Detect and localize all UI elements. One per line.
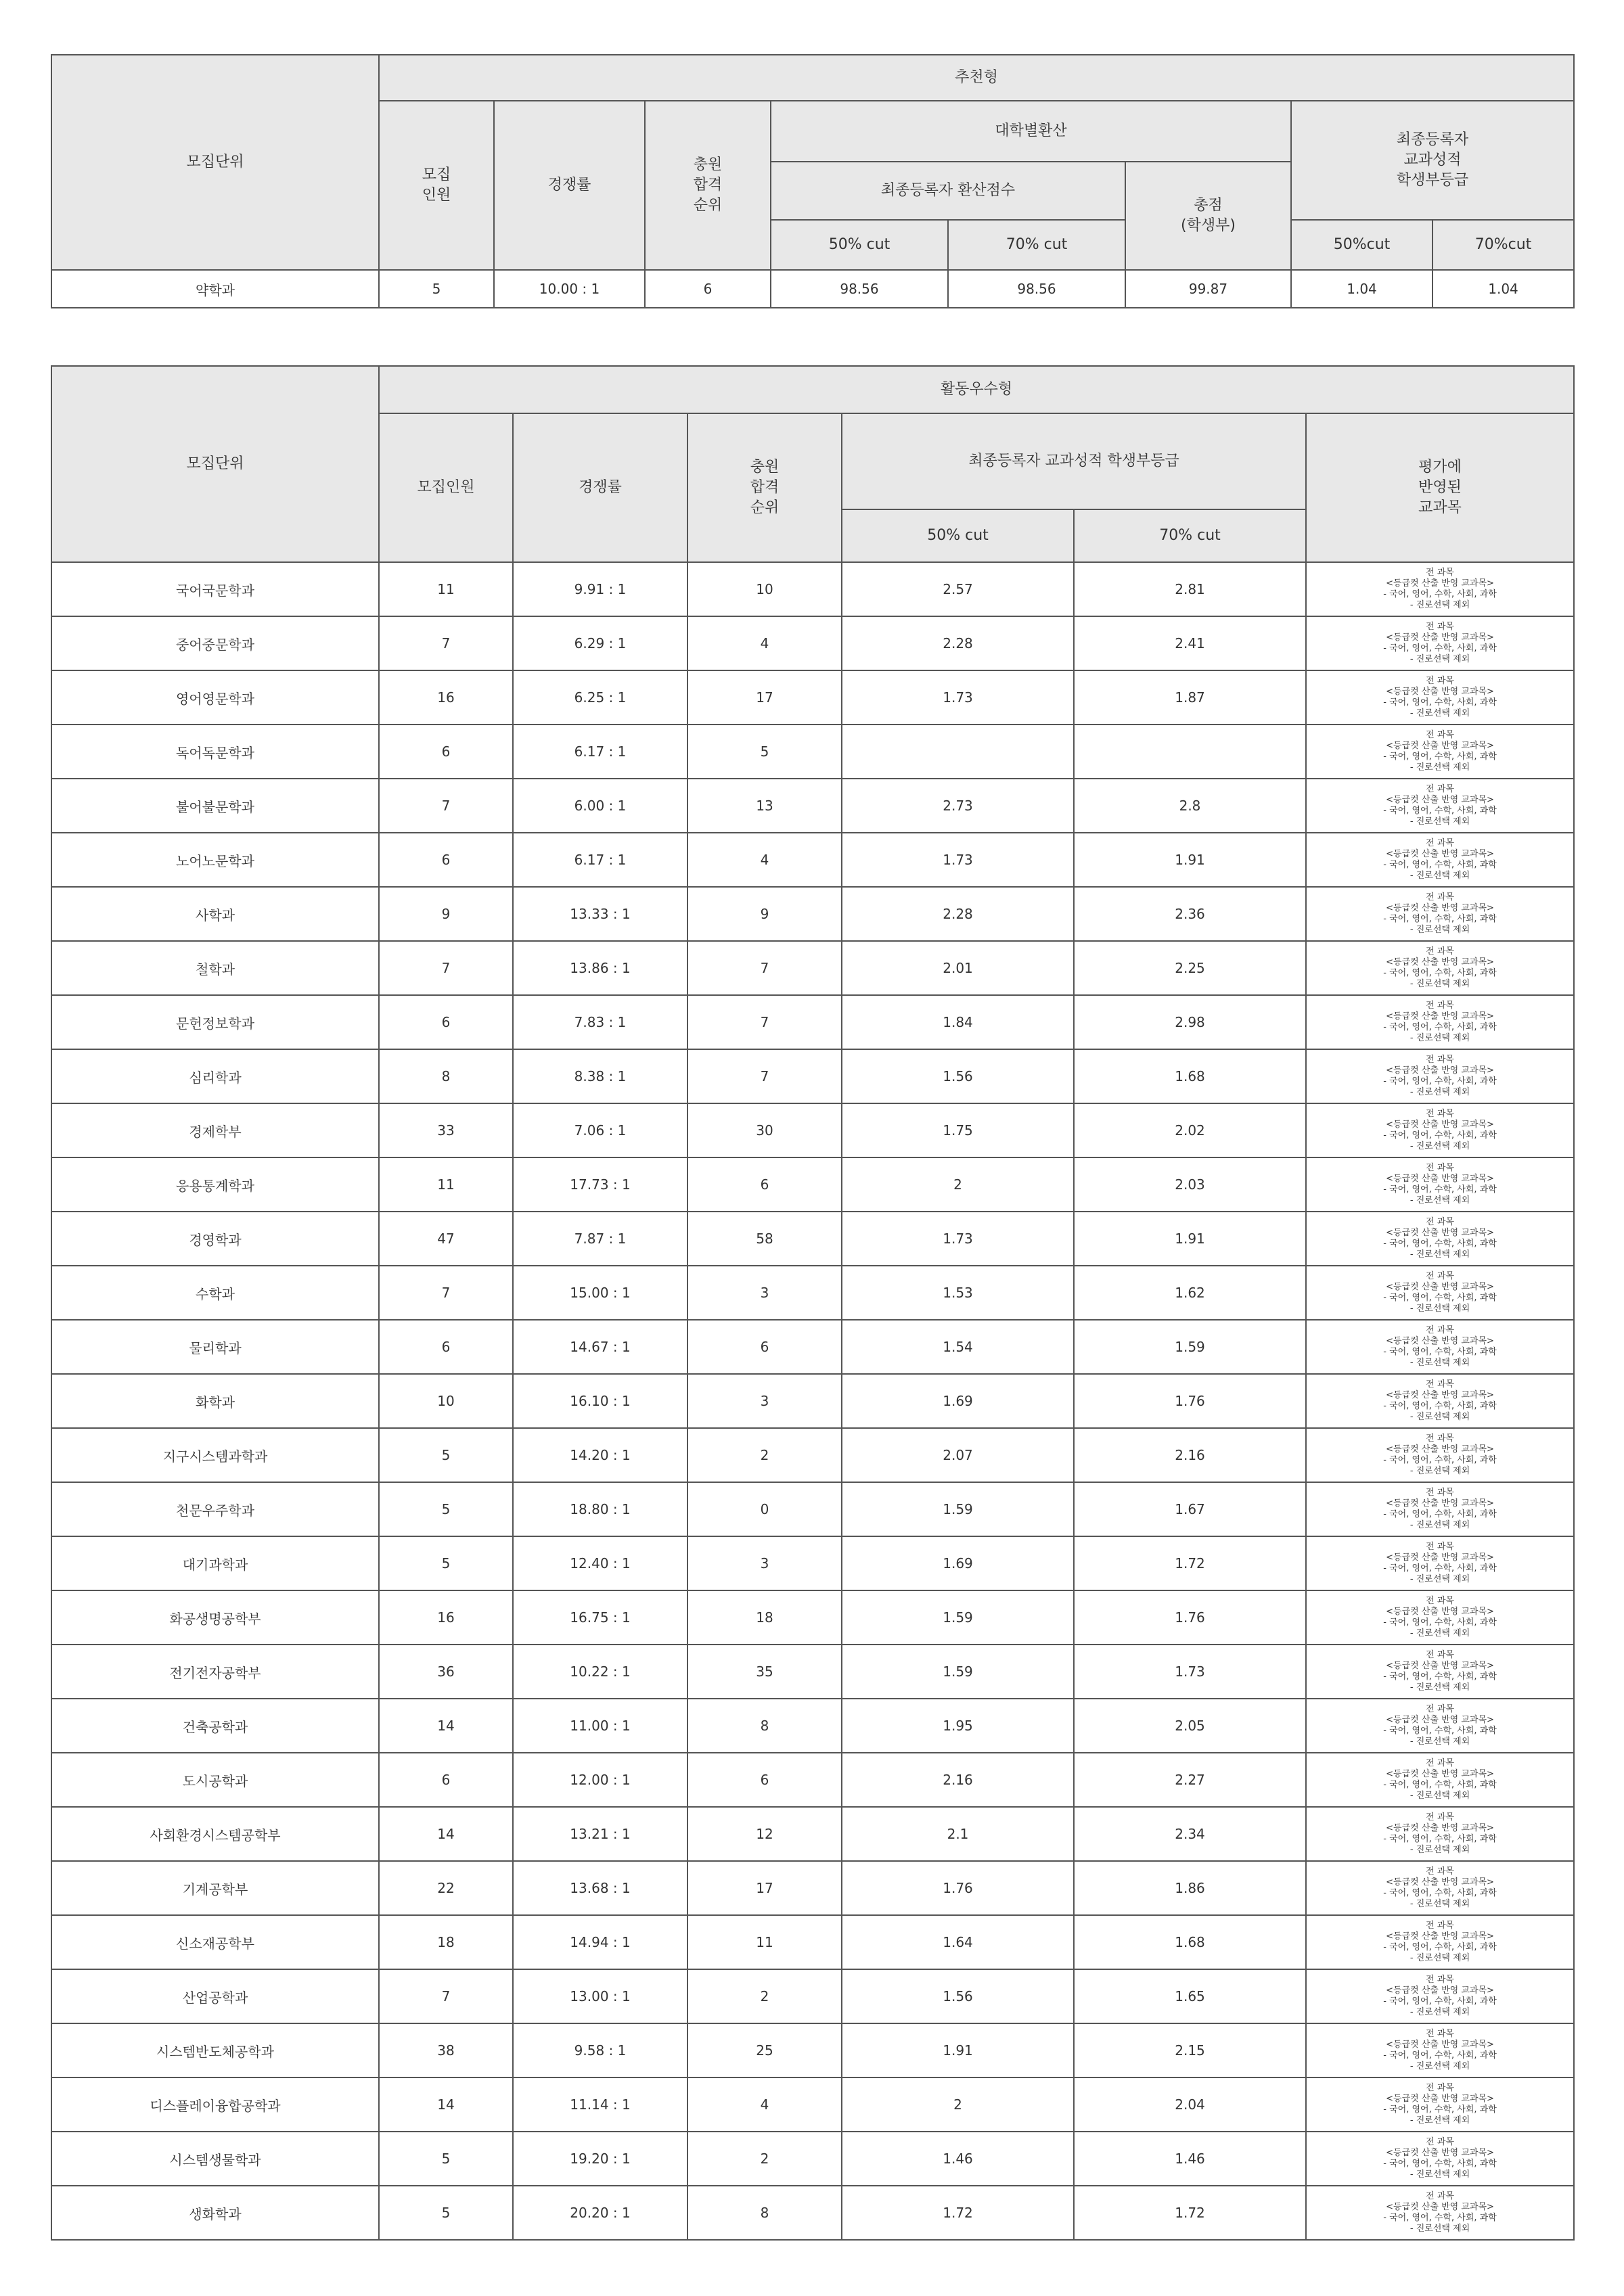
cell-rank: 3	[687, 1536, 842, 1590]
cell-ratio: 7.87 : 1	[513, 1212, 687, 1266]
cell-unit: 대기과학과	[51, 1536, 379, 1590]
cell-unit: 국어국문학과	[51, 562, 379, 616]
cell-rank: 0	[687, 1482, 842, 1536]
cell-unit: 수학과	[51, 1266, 379, 1320]
recommendation-table	[51, 54, 1575, 308]
cell-cut70: 2.02	[1074, 1103, 1306, 1157]
cell-unit: 산업공학과	[51, 1969, 379, 2023]
table-row	[51, 1807, 1574, 1861]
table-row	[51, 670, 1574, 725]
cell-unit: 시스템생물학과	[51, 2132, 379, 2186]
cell-cut50: 1.75	[842, 1103, 1074, 1157]
cell-subjects: 전 과목 <등급컷 산출 반영 교과목> - 국어, 영어, 수학, 사회, 과학 - 진로선택 제외	[1306, 995, 1574, 1049]
activity-table	[51, 365, 1575, 2241]
table-row	[51, 2186, 1574, 2240]
cell-subjects: 전 과목 <등급컷 산출 반영 교과목> - 국어, 영어, 수학, 사회, 과학 - 진로선택 제외	[1306, 887, 1574, 941]
cell-quota: 9	[379, 887, 513, 941]
group-title: 추천형	[379, 55, 1574, 101]
cell-ratio: 11.00 : 1	[513, 1699, 687, 1753]
cell-cut50: 2.73	[842, 779, 1074, 833]
cell-ratio: 14.94 : 1	[513, 1915, 687, 1969]
table-row	[51, 1157, 1574, 1212]
cell-cut70: 2.34	[1074, 1807, 1306, 1861]
table-row	[51, 1915, 1574, 1969]
cell-cut50: 1.76	[842, 1861, 1074, 1915]
table-row	[51, 887, 1574, 941]
cell-ratio: 13.33 : 1	[513, 887, 687, 941]
cell-ratio: 16.10 : 1	[513, 1374, 687, 1428]
cell-ratio: 6.17 : 1	[513, 725, 687, 779]
header-quota: 모집 인원	[379, 101, 494, 270]
table-row	[51, 1969, 1574, 2023]
cell-unit: 문헌정보학과	[51, 995, 379, 1049]
cell-subjects: 전 과목 <등급컷 산출 반영 교과목> - 국어, 영어, 수학, 사회, 과학 - 진로선택 제외	[1306, 1861, 1574, 1915]
cell-cut70: 2.16	[1074, 1428, 1306, 1482]
cell-subjects: 전 과목 <등급컷 산출 반영 교과목> - 국어, 영어, 수학, 사회, 과학 - 진로선택 제외	[1306, 1212, 1574, 1266]
cell-cut70: 2.27	[1074, 1753, 1306, 1807]
cell-unit: 사학과	[51, 887, 379, 941]
cell-quota: 5	[379, 270, 494, 308]
cell-cut70: 1.72	[1074, 1536, 1306, 1590]
cell-subjects: 전 과목 <등급컷 산출 반영 교과목> - 국어, 영어, 수학, 사회, 과학 - 진로선택 제외	[1306, 562, 1574, 616]
cell-cut70: 1.68	[1074, 1049, 1306, 1103]
cell-ratio: 15.00 : 1	[513, 1266, 687, 1320]
table-row	[51, 2077, 1574, 2132]
cell-rank: 5	[687, 725, 842, 779]
cell-unit: 불어불문학과	[51, 779, 379, 833]
cell-rank: 8	[687, 2186, 842, 2240]
table-row	[51, 1590, 1574, 1645]
table-row	[51, 1699, 1574, 1753]
header-converted-score: 최종등록자 환산점수	[771, 162, 1125, 220]
cell-cut50: 1.84	[842, 995, 1074, 1049]
table-row	[51, 1212, 1574, 1266]
cell-quota: 8	[379, 1049, 513, 1103]
cell-unit: 디스플레이융합공학과	[51, 2077, 379, 2132]
cell-cut50: 2	[842, 1157, 1074, 1212]
cell-cut70: 1.91	[1074, 1212, 1306, 1266]
cell-cut50: 1.73	[842, 670, 1074, 725]
header-total: 총점 (학생부)	[1125, 162, 1291, 270]
cell-cut70	[1074, 725, 1306, 779]
cell-quota: 11	[379, 1157, 513, 1212]
cell-ratio: 9.91 : 1	[513, 562, 687, 616]
header-cut50: 50% cut	[771, 220, 948, 270]
cell-quota: 7	[379, 941, 513, 995]
cell-ratio: 7.06 : 1	[513, 1103, 687, 1157]
cell-cut70: 2.41	[1074, 616, 1306, 670]
cell-cut70: 1.76	[1074, 1590, 1306, 1645]
cell-unit: 응용통계학과	[51, 1157, 379, 1212]
header-quota: 모집인원	[379, 413, 513, 562]
cell-subjects: 전 과목 <등급컷 산출 반영 교과목> - 국어, 영어, 수학, 사회, 과학 - 진로선택 제외	[1306, 616, 1574, 670]
cell-subjects: 전 과목 <등급컷 산출 반영 교과목> - 국어, 영어, 수학, 사회, 과학 - 진로선택 제외	[1306, 1645, 1574, 1699]
table-row	[51, 833, 1574, 887]
cell-cut50	[842, 725, 1074, 779]
cell-subjects: 전 과목 <등급컷 산출 반영 교과목> - 국어, 영어, 수학, 사회, 과학 - 진로선택 제외	[1306, 1374, 1574, 1428]
cell-rank: 35	[687, 1645, 842, 1699]
cell-unit: 사회환경시스템공학부	[51, 1807, 379, 1861]
cell-ratio: 10.22 : 1	[513, 1645, 687, 1699]
cell-quota: 5	[379, 1536, 513, 1590]
cell-rank: 4	[687, 833, 842, 887]
cell-cut50: 1.54	[842, 1320, 1074, 1374]
cell-cut50: 1.59	[842, 1482, 1074, 1536]
cell-subjects: 전 과목 <등급컷 산출 반영 교과목> - 국어, 영어, 수학, 사회, 과학 - 진로선택 제외	[1306, 1320, 1574, 1374]
cell-unit: 경영학과	[51, 1212, 379, 1266]
cell-quota: 6	[379, 1753, 513, 1807]
cell-ratio: 13.00 : 1	[513, 1969, 687, 2023]
table-row	[51, 616, 1574, 670]
cell-subjects: 전 과목 <등급컷 산출 반영 교과목> - 국어, 영어, 수학, 사회, 과학 - 진로선택 제외	[1306, 670, 1574, 725]
cell-unit: 생화학과	[51, 2186, 379, 2240]
header-unit: 모집단위	[51, 55, 379, 270]
cell-cut70: 1.72	[1074, 2186, 1306, 2240]
cell-cut70: 2.8	[1074, 779, 1306, 833]
cell-cut70: 2.81	[1074, 562, 1306, 616]
cell-cut50: 98.56	[771, 270, 948, 308]
cell-unit: 화공생명공학부	[51, 1590, 379, 1645]
cell-unit: 약학과	[51, 270, 379, 308]
cell-cut50: 1.59	[842, 1590, 1074, 1645]
cell-cut70: 2.05	[1074, 1699, 1306, 1753]
cell-rank: 2	[687, 1428, 842, 1482]
cell-ratio: 9.58 : 1	[513, 2023, 687, 2077]
table-row	[51, 1266, 1574, 1320]
cell-quota: 18	[379, 1915, 513, 1969]
cell-cut70: 1.91	[1074, 833, 1306, 887]
cell-rank: 6	[645, 270, 771, 308]
cell-subjects: 전 과목 <등급컷 산출 반영 교과목> - 국어, 영어, 수학, 사회, 과학 - 진로선택 제외	[1306, 1753, 1574, 1807]
cell-subjects: 전 과목 <등급컷 산출 반영 교과목> - 국어, 영어, 수학, 사회, 과학 - 진로선택 제외	[1306, 1807, 1574, 1861]
cell-quota: 47	[379, 1212, 513, 1266]
cell-ratio: 18.80 : 1	[513, 1482, 687, 1536]
cell-cut50: 1.56	[842, 1049, 1074, 1103]
cell-subjects: 전 과목 <등급컷 산출 반영 교과목> - 국어, 영어, 수학, 사회, 과학 - 진로선택 제외	[1306, 1103, 1574, 1157]
cell-cut70: 2.04	[1074, 2077, 1306, 2132]
cell-ratio: 13.86 : 1	[513, 941, 687, 995]
table-row	[51, 562, 1574, 616]
cell-rank: 17	[687, 670, 842, 725]
table-row	[51, 1049, 1574, 1103]
cell-quota: 5	[379, 1482, 513, 1536]
cell-ratio: 6.00 : 1	[513, 779, 687, 833]
cell-quota: 14	[379, 2077, 513, 2132]
cell-rank: 25	[687, 2023, 842, 2077]
cell-rank: 7	[687, 1049, 842, 1103]
cell-cut70: 98.56	[948, 270, 1125, 308]
cell-subjects: 전 과목 <등급컷 산출 반영 교과목> - 국어, 영어, 수학, 사회, 과학 - 진로선택 제외	[1306, 2186, 1574, 2240]
cell-rank: 4	[687, 2077, 842, 2132]
cell-quota: 14	[379, 1807, 513, 1861]
cell-cut50: 2.28	[842, 616, 1074, 670]
cell-cut70: 1.65	[1074, 1969, 1306, 2023]
cell-ratio: 14.20 : 1	[513, 1428, 687, 1482]
cell-cut50: 2.01	[842, 941, 1074, 995]
cell-rank: 13	[687, 779, 842, 833]
cell-cut50: 2.28	[842, 887, 1074, 941]
cell-ratio: 20.20 : 1	[513, 2186, 687, 2240]
cell-rank: 17	[687, 1861, 842, 1915]
header-grade-cut50: 50%cut	[1291, 220, 1433, 270]
cell-unit: 물리학과	[51, 1320, 379, 1374]
group-title: 활동우수형	[379, 366, 1574, 413]
cell-cut50: 2.16	[842, 1753, 1074, 1807]
cell-quota: 16	[379, 1590, 513, 1645]
cell-quota: 11	[379, 562, 513, 616]
cell-cut50: 2.07	[842, 1428, 1074, 1482]
cell-unit: 철학과	[51, 941, 379, 995]
table-row	[51, 1428, 1574, 1482]
cell-cut50: 1.69	[842, 1374, 1074, 1428]
cell-subjects: 전 과목 <등급컷 산출 반영 교과목> - 국어, 영어, 수학, 사회, 과학 - 진로선택 제외	[1306, 779, 1574, 833]
cell-ratio: 16.75 : 1	[513, 1590, 687, 1645]
cell-rank: 18	[687, 1590, 842, 1645]
cell-ratio: 8.38 : 1	[513, 1049, 687, 1103]
cell-ratio: 13.68 : 1	[513, 1861, 687, 1915]
cell-rank: 8	[687, 1699, 842, 1753]
cell-subjects: 전 과목 <등급컷 산출 반영 교과목> - 국어, 영어, 수학, 사회, 과학 - 진로선택 제외	[1306, 2132, 1574, 2186]
cell-cut70: 1.86	[1074, 1861, 1306, 1915]
cell-unit: 영어영문학과	[51, 670, 379, 725]
cell-cut50: 1.73	[842, 1212, 1074, 1266]
table-row	[51, 1536, 1574, 1590]
table-row	[51, 941, 1574, 995]
cell-quota: 7	[379, 1266, 513, 1320]
cell-subjects: 전 과목 <등급컷 산출 반영 교과목> - 국어, 영어, 수학, 사회, 과학 - 진로선택 제외	[1306, 725, 1574, 779]
cell-subjects: 전 과목 <등급컷 산출 반영 교과목> - 국어, 영어, 수학, 사회, 과학 - 진로선택 제외	[1306, 941, 1574, 995]
cell-cut50: 2	[842, 2077, 1074, 2132]
cell-ratio: 17.73 : 1	[513, 1157, 687, 1212]
cell-subjects: 전 과목 <등급컷 산출 반영 교과목> - 국어, 영어, 수학, 사회, 과학 - 진로선택 제외	[1306, 1157, 1574, 1212]
table-row	[51, 1103, 1574, 1157]
cell-unit: 심리학과	[51, 1049, 379, 1103]
cell-rank: 4	[687, 616, 842, 670]
table-row	[51, 1861, 1574, 1915]
table-row	[51, 2023, 1574, 2077]
cell-cut50: 1.59	[842, 1645, 1074, 1699]
cell-cut50: 1.56	[842, 1969, 1074, 2023]
cell-rank: 3	[687, 1374, 842, 1428]
cell-unit: 시스템반도체공학과	[51, 2023, 379, 2077]
cell-unit: 경제학부	[51, 1103, 379, 1157]
cell-rank: 12	[687, 1807, 842, 1861]
cell-unit: 기계공학부	[51, 1861, 379, 1915]
cell-cut50: 2.1	[842, 1807, 1074, 1861]
header-unit: 모집단위	[51, 366, 379, 562]
header-grade: 최종등록자 교과성적 학생부등급	[842, 413, 1306, 509]
header-rank: 충원 합격 순위	[645, 101, 771, 270]
cell-rank: 9	[687, 887, 842, 941]
cell-subjects: 전 과목 <등급컷 산출 반영 교과목> - 국어, 영어, 수학, 사회, 과학 - 진로선택 제외	[1306, 1536, 1574, 1590]
cell-cut50: 1.46	[842, 2132, 1074, 2186]
cell-subjects: 전 과목 <등급컷 산출 반영 교과목> - 국어, 영어, 수학, 사회, 과학 - 진로선택 제외	[1306, 833, 1574, 887]
cell-subjects: 전 과목 <등급컷 산출 반영 교과목> - 국어, 영어, 수학, 사회, 과학 - 진로선택 제외	[1306, 1915, 1574, 1969]
cell-grade-cut50: 1.04	[1291, 270, 1433, 308]
cell-quota: 6	[379, 725, 513, 779]
cell-subjects: 전 과목 <등급컷 산출 반영 교과목> - 국어, 영어, 수학, 사회, 과학 - 진로선택 제외	[1306, 1428, 1574, 1482]
header-cut70: 70% cut	[948, 220, 1125, 270]
header-rank: 충원 합격 순위	[687, 413, 842, 562]
cell-quota: 7	[379, 616, 513, 670]
cell-rank: 10	[687, 562, 842, 616]
cell-unit: 도시공학과	[51, 1753, 379, 1807]
cell-cut50: 1.73	[842, 833, 1074, 887]
cell-ratio: 13.21 : 1	[513, 1807, 687, 1861]
cell-unit: 신소재공학부	[51, 1915, 379, 1969]
cell-rank: 6	[687, 1320, 842, 1374]
cell-cut50: 2.57	[842, 562, 1074, 616]
cell-ratio: 10.00 : 1	[494, 270, 645, 308]
cell-ratio: 6.17 : 1	[513, 833, 687, 887]
header-ratio: 경쟁률	[513, 413, 687, 562]
cell-quota: 6	[379, 1320, 513, 1374]
cell-rank: 3	[687, 1266, 842, 1320]
header-cut50: 50% cut	[842, 509, 1074, 562]
cell-quota: 22	[379, 1861, 513, 1915]
cell-quota: 7	[379, 779, 513, 833]
cell-quota: 10	[379, 1374, 513, 1428]
cell-cut50: 1.69	[842, 1536, 1074, 1590]
cell-subjects: 전 과목 <등급컷 산출 반영 교과목> - 국어, 영어, 수학, 사회, 과학 - 진로선택 제외	[1306, 1699, 1574, 1753]
header-cut70: 70% cut	[1074, 509, 1306, 562]
cell-rank: 58	[687, 1212, 842, 1266]
cell-cut50: 1.64	[842, 1915, 1074, 1969]
header-grade: 최종등록자 교과성적 학생부등급	[1291, 101, 1574, 220]
cell-cut70: 1.76	[1074, 1374, 1306, 1428]
cell-unit: 전기전자공학부	[51, 1645, 379, 1699]
cell-quota: 16	[379, 670, 513, 725]
cell-subjects: 전 과목 <등급컷 산출 반영 교과목> - 국어, 영어, 수학, 사회, 과학 - 진로선택 제외	[1306, 1482, 1574, 1536]
cell-ratio: 12.00 : 1	[513, 1753, 687, 1807]
cell-cut70: 1.59	[1074, 1320, 1306, 1374]
cell-cut70: 1.68	[1074, 1915, 1306, 1969]
table-row	[51, 1753, 1574, 1807]
cell-unit: 건축공학과	[51, 1699, 379, 1753]
cell-rank: 30	[687, 1103, 842, 1157]
cell-subjects: 전 과목 <등급컷 산출 반영 교과목> - 국어, 영어, 수학, 사회, 과학 - 진로선택 제외	[1306, 2023, 1574, 2077]
cell-quota: 5	[379, 2186, 513, 2240]
cell-cut50: 1.53	[842, 1266, 1074, 1320]
cell-unit: 지구시스템과학과	[51, 1428, 379, 1482]
header-subjects: 평가에 반영된 교과목	[1306, 413, 1574, 562]
cell-ratio: 19.20 : 1	[513, 2132, 687, 2186]
cell-rank: 7	[687, 941, 842, 995]
cell-unit: 화학과	[51, 1374, 379, 1428]
cell-subjects: 전 과목 <등급컷 산출 반영 교과목> - 국어, 영어, 수학, 사회, 과학 - 진로선택 제외	[1306, 1049, 1574, 1103]
cell-subjects: 전 과목 <등급컷 산출 반영 교과목> - 국어, 영어, 수학, 사회, 과학 - 진로선택 제외	[1306, 2077, 1574, 2132]
cell-unit: 노어노문학과	[51, 833, 379, 887]
cell-rank: 2	[687, 1969, 842, 2023]
table-row	[51, 270, 1574, 308]
header-ratio: 경쟁률	[494, 101, 645, 270]
cell-quota: 7	[379, 1969, 513, 2023]
cell-cut70: 2.15	[1074, 2023, 1306, 2077]
table-row	[51, 1645, 1574, 1699]
cell-quota: 36	[379, 1645, 513, 1699]
cell-ratio: 6.25 : 1	[513, 670, 687, 725]
header-univ-conversion: 대학별환산	[771, 101, 1291, 162]
cell-rank: 6	[687, 1753, 842, 1807]
cell-grade-cut70: 1.04	[1433, 270, 1574, 308]
cell-quota: 33	[379, 1103, 513, 1157]
cell-unit: 천문우주학과	[51, 1482, 379, 1536]
cell-cut70: 1.73	[1074, 1645, 1306, 1699]
cell-rank: 7	[687, 995, 842, 1049]
cell-subjects: 전 과목 <등급컷 산출 반영 교과목> - 국어, 영어, 수학, 사회, 과학 - 진로선택 제외	[1306, 1590, 1574, 1645]
cell-ratio: 12.40 : 1	[513, 1536, 687, 1590]
header-grade-cut70: 70%cut	[1433, 220, 1574, 270]
cell-cut70: 2.25	[1074, 941, 1306, 995]
table-row	[51, 2132, 1574, 2186]
cell-quota: 6	[379, 833, 513, 887]
cell-subjects: 전 과목 <등급컷 산출 반영 교과목> - 국어, 영어, 수학, 사회, 과학 - 진로선택 제외	[1306, 1266, 1574, 1320]
cell-cut70: 1.62	[1074, 1266, 1306, 1320]
cell-cut70: 1.46	[1074, 2132, 1306, 2186]
cell-quota: 38	[379, 2023, 513, 2077]
cell-rank: 6	[687, 1157, 842, 1212]
cell-cut70: 2.98	[1074, 995, 1306, 1049]
table-row	[51, 725, 1574, 779]
cell-cut70: 1.67	[1074, 1482, 1306, 1536]
table-row	[51, 995, 1574, 1049]
cell-ratio: 14.67 : 1	[513, 1320, 687, 1374]
cell-cut50: 1.95	[842, 1699, 1074, 1753]
cell-cut70: 2.36	[1074, 887, 1306, 941]
table-row	[51, 779, 1574, 833]
cell-quota: 5	[379, 2132, 513, 2186]
cell-cut70: 2.03	[1074, 1157, 1306, 1212]
cell-rank: 11	[687, 1915, 842, 1969]
cell-quota: 6	[379, 995, 513, 1049]
cell-cut50: 1.72	[842, 2186, 1074, 2240]
cell-unit: 중어중문학과	[51, 616, 379, 670]
cell-subjects: 전 과목 <등급컷 산출 반영 교과목> - 국어, 영어, 수학, 사회, 과학 - 진로선택 제외	[1306, 1969, 1574, 2023]
cell-cut70: 1.87	[1074, 670, 1306, 725]
cell-unit: 독어독문학과	[51, 725, 379, 779]
cell-quota: 5	[379, 1428, 513, 1482]
table-row	[51, 1374, 1574, 1428]
table-row	[51, 1320, 1574, 1374]
cell-ratio: 11.14 : 1	[513, 2077, 687, 2132]
cell-total: 99.87	[1125, 270, 1291, 308]
cell-rank: 2	[687, 2132, 842, 2186]
cell-ratio: 7.83 : 1	[513, 995, 687, 1049]
table-row	[51, 1482, 1574, 1536]
cell-ratio: 6.29 : 1	[513, 616, 687, 670]
cell-cut50: 1.91	[842, 2023, 1074, 2077]
cell-quota: 14	[379, 1699, 513, 1753]
